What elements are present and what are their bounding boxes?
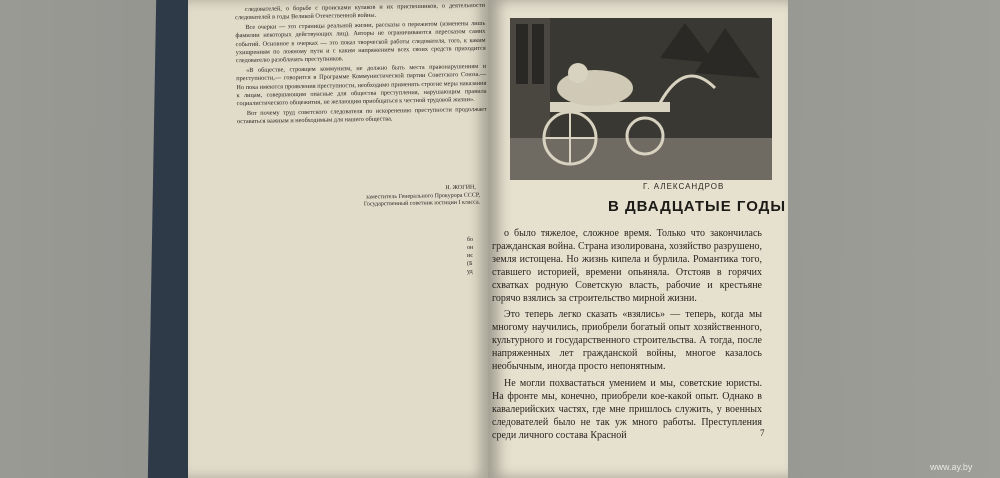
page-number: 7 [760, 428, 765, 438]
signature-line: Государственный советник юстиции I класса. [363, 199, 481, 208]
left-paragraph: «В обществе, строящем коммунизм, не должно быть места правонарушениям и преступности,— говорится в Программе Коммунистической партии Советского Союза.— Но пока имеются проявления преступности, необходимо применять строгие меры наказания к лицам, совершающим опасные для общества преступления, нарушающим правила социалистического общежития, не желающим приобщаться к честной трудовой жизни». [236, 62, 487, 108]
right-paragraph: о было тяжелое, сложное время. Только что закончилась гражданская война. Страна изолирована, хозяйство разрушено, земля истощена. Но жизнь кипела и бурлила. Романтика того, ставшего историей, времени опьяняла. Отстояв в горячих схватках родную Советскую власть, рабочие и крестьяне горячо взялись за строительство мирной жизни. [492, 228, 762, 304]
signature-name: Н. ЖОГИН, [445, 184, 476, 192]
cart-illustration [510, 18, 772, 180]
left-paragraph: следователей, о борьбе с происками кулаков и их приспешников, о деятельности следователей в годы Великой Отечественной войны. [235, 1, 486, 22]
chapter-author: Г. АЛЕКСАНДРОВ [643, 182, 725, 191]
right-paragraph: Не могли похвастаться умением и мы, советские юристы. На фронте мы, конечно, приобрели кое-какой опыт. Однако в кавалерийских частях, где мне пришлось служить, у военных следователей было не так уж много работы. Преступления среди личного состава Красной [492, 377, 762, 441]
signature-line: заместитель Генерального Прокурора СССР, [365, 192, 481, 201]
page-edge-fragments: бо он иє (Б уд [467, 237, 474, 275]
left-paragraph: Вот почему труд советского следователя по искоренению преступности продолжает оставаться важным и необходимым для нашего общества. [236, 105, 487, 126]
signature-block [310, 185, 480, 210]
left-page-text [235, 2, 487, 128]
right-paragraph: Это теперь легко сказать «взялись» — теперь, когда мы многому научились, приобрели богатый опыт хозяйственного, культурного и государственного строительства. А тогда, после напряженных лет гражданской войны, многое казалось необычным, иногда просто непонятным. [492, 309, 762, 373]
right-page-text [492, 228, 762, 447]
left-paragraph: Все очерки — это страницы реальной жизни, рассказы о пережитом (изменены лишь фамилии некоторых действующих лиц). Авторы не ограничиваются пересказом самих событий. Основное в очерках — это показ творческой работы следователя, того, к каким ухищрениям по ложному пути и с каким напряжением всех своих средств приходится следователю разоблачать преступников. [235, 19, 486, 65]
watermark: www.ay.by [930, 462, 973, 472]
chapter-title: В ДВАДЦАТЫЕ ГОДЫ [608, 198, 787, 215]
